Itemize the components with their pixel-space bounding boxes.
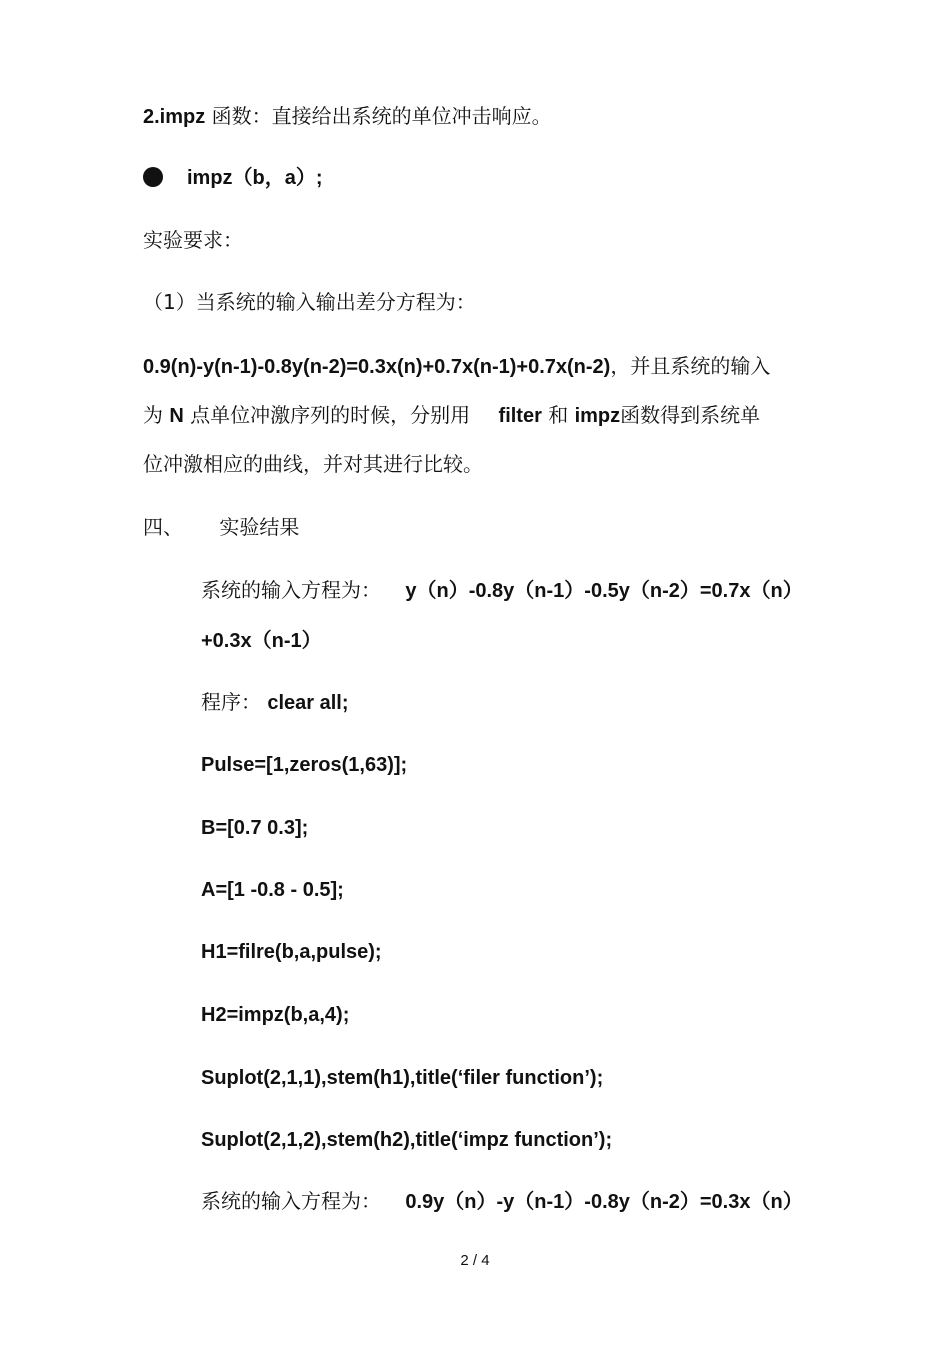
desc-text: 函数得到系统单 xyxy=(620,403,761,427)
system-1-equation-cont: +0.3x（n-1） xyxy=(201,630,322,652)
system-1-line xyxy=(201,580,803,601)
code-line: Pulse=[1,zeros(1,63)]; xyxy=(201,754,408,776)
program-line xyxy=(201,692,349,713)
system-2-line xyxy=(201,1191,803,1212)
bullet-item: impz（b，a）; xyxy=(187,167,323,189)
desc-text: 和 xyxy=(548,403,569,427)
program-label: 程序： xyxy=(201,690,261,714)
desc-text: 点单位冲激序列的时候，分别用 xyxy=(190,403,471,427)
system-1-equation: y（n）-0.8y（n-1）-0.5y（n-2）=0.7x（n） xyxy=(405,580,803,602)
code-line: H1=filre(b,a,pulse); xyxy=(201,941,382,963)
description-line-3: 位冲激相应的曲线，并对其进行比较。 xyxy=(143,452,483,476)
requirements-heading: 实验要求： xyxy=(143,228,243,252)
section-2-line xyxy=(143,106,552,127)
section-2-text: 函数：直接给出系统的单位冲击响应。 xyxy=(211,104,552,128)
system-1-label: 系统的输入方程为： xyxy=(201,578,381,602)
bullet-icon xyxy=(143,167,163,187)
desc-impz: impz xyxy=(574,405,621,427)
difference-equation: 0.9(n)-y(n-1)-0.8y(n-2)=0.3x(n)+0.7x(n-1)+0.7x(n-2) xyxy=(143,356,611,378)
code-line: A=[1 -0.8 - 0.5]; xyxy=(201,879,344,901)
code-line: B=[0.7 0.3]; xyxy=(201,817,309,839)
desc-text: 为 xyxy=(143,403,163,427)
equation-line xyxy=(143,356,770,377)
code-line: Suplot(2,1,2),stem(h2),title(‘impz function’); xyxy=(201,1129,613,1151)
code-line: Suplot(2,1,1),stem(h1),title(‘filer function’); xyxy=(201,1067,604,1089)
description-line-2 xyxy=(143,405,760,426)
results-heading xyxy=(143,517,299,537)
desc-filter: filter xyxy=(498,405,542,427)
results-title: 实验结果 xyxy=(219,515,300,539)
requirement-1: （1）当系统的输入输出差分方程为： xyxy=(143,290,476,314)
equation-tail: ，并且系统的输入 xyxy=(610,354,771,378)
desc-n: N xyxy=(169,405,184,427)
system-2-equation: 0.9y（n）-y（n-1）-0.8y（n-2）=0.3x（n） xyxy=(405,1191,803,1213)
system-2-label: 系统的输入方程为： xyxy=(201,1189,381,1213)
results-number: 四、 xyxy=(143,515,183,539)
section-2-number: 2.impz xyxy=(143,106,206,128)
code-line: clear all; xyxy=(267,692,349,714)
code-line: H2=impz(b,a,4); xyxy=(201,1004,350,1026)
page-number: 2 / 4 xyxy=(460,1252,490,1269)
